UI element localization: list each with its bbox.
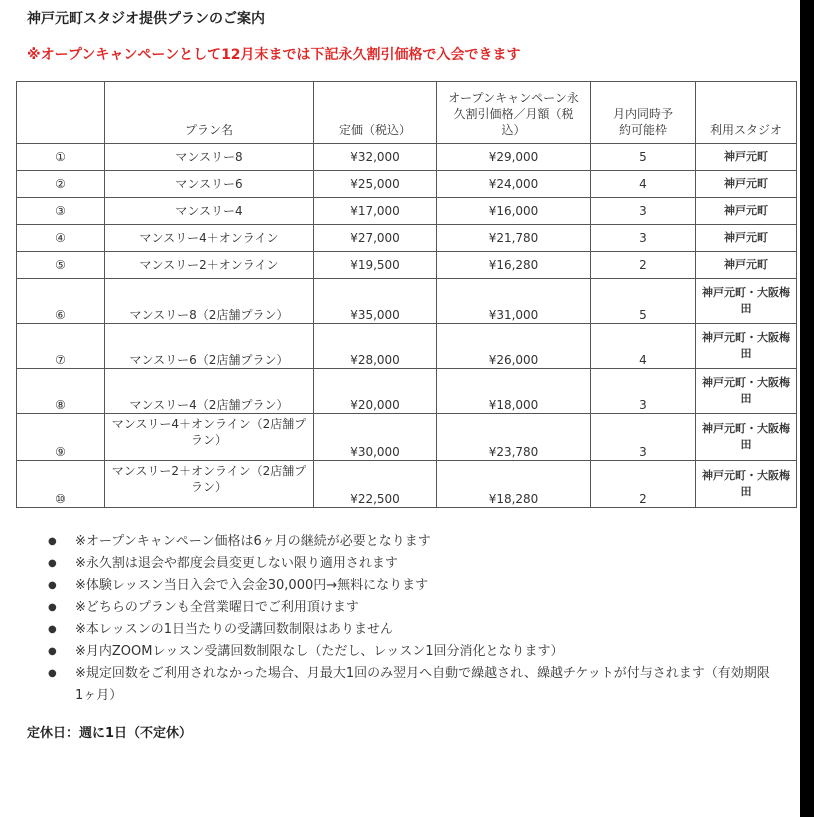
note-item	[48, 597, 778, 619]
cell-plan-name: マンスリー4＋オンライン（2店舗プラン）	[105, 414, 314, 461]
bullet-icon: ●	[48, 646, 57, 657]
cell-price: ¥19,500	[314, 252, 437, 279]
cell-studio: 神戸元町	[696, 171, 797, 198]
header-plan-name: プラン名	[105, 82, 314, 144]
cell-studio: 神戸元町	[696, 225, 797, 252]
note-item	[48, 553, 778, 575]
cell-slots: 3	[591, 414, 696, 461]
note-item	[48, 619, 778, 641]
bullet-icon: ●	[48, 580, 57, 591]
notes-list	[48, 531, 778, 707]
cell-plan-name: マンスリー4	[105, 198, 314, 225]
cell-price: ¥35,000	[314, 279, 437, 324]
note-item	[48, 663, 778, 707]
cell-no: ④	[17, 225, 105, 252]
cell-slots: 3	[591, 369, 696, 414]
cell-plan-name: マンスリー2＋オンライン（2店舗プラン）	[105, 461, 314, 508]
bullet-icon: ●	[48, 624, 57, 635]
bullet-icon: ●	[48, 536, 57, 547]
cell-campaign-price: ¥18,000	[437, 369, 591, 414]
cell-plan-name: マンスリー2＋オンライン	[105, 252, 314, 279]
table-row	[17, 414, 797, 461]
cell-no: ①	[17, 144, 105, 171]
campaign-notice: ※オープンキャンペーンとして12月末までは下記永久割引価格で入会できます	[27, 47, 521, 63]
holiday-notice: 定休日：週に1日（不定休）	[27, 726, 193, 741]
cell-no: ⑥	[17, 279, 105, 324]
cell-studio: 神戸元町	[696, 252, 797, 279]
note-text: ※規定回数をご利用されなかった場合、月最大1回のみ翌月へ自動で繰越され、繰越チケットが付与されます（有効期限1ヶ月）	[75, 666, 770, 703]
cell-studio: 神戸元町・大阪梅田	[696, 414, 797, 461]
cell-no: ⑦	[17, 324, 105, 369]
note-item	[48, 641, 778, 663]
cell-slots: 3	[591, 225, 696, 252]
table-row	[17, 461, 797, 508]
cell-campaign-price: ¥23,780	[437, 414, 591, 461]
table-row	[17, 198, 797, 225]
cell-no: ⑧	[17, 369, 105, 414]
table-row	[17, 279, 797, 324]
cell-plan-name: マンスリー4（2店舗プラン）	[105, 369, 314, 414]
cell-price: ¥32,000	[314, 144, 437, 171]
header-no	[17, 82, 105, 144]
page-title: 神戸元町スタジオ提供プランのご案内	[27, 11, 265, 27]
cell-campaign-price: ¥29,000	[437, 144, 591, 171]
cell-studio: 神戸元町	[696, 144, 797, 171]
cell-campaign-price: ¥24,000	[437, 171, 591, 198]
cell-studio: 神戸元町	[696, 198, 797, 225]
table-header-row	[17, 82, 797, 144]
cell-no: ②	[17, 171, 105, 198]
cell-no: ⑩	[17, 461, 105, 508]
note-text: ※月内ZOOMレッスン受講回数制限なし（ただし、レッスン1回分消化となります）	[75, 644, 564, 659]
note-item	[48, 575, 778, 597]
cell-slots: 2	[591, 461, 696, 508]
table-row	[17, 144, 797, 171]
cell-plan-name: マンスリー8（2店舗プラン）	[105, 279, 314, 324]
header-campaign-price: オープンキャンペーン永久割引価格／月額（税込）	[437, 82, 591, 144]
cell-slots: 3	[591, 198, 696, 225]
cell-price: ¥30,000	[314, 414, 437, 461]
cell-slots: 5	[591, 144, 696, 171]
cell-price: ¥20,000	[314, 369, 437, 414]
cell-price: ¥22,500	[314, 461, 437, 508]
cell-slots: 4	[591, 324, 696, 369]
note-text: ※永久割は退会や都度会員変更しない限り適用されます	[75, 556, 398, 571]
cell-plan-name: マンスリー8	[105, 144, 314, 171]
cell-plan-name: マンスリー6（2店舗プラン）	[105, 324, 314, 369]
cell-plan-name: マンスリー4＋オンライン	[105, 225, 314, 252]
cell-slots: 5	[591, 279, 696, 324]
cell-no: ③	[17, 198, 105, 225]
cell-price: ¥25,000	[314, 171, 437, 198]
cell-price: ¥17,000	[314, 198, 437, 225]
note-item	[48, 531, 778, 553]
table-row	[17, 171, 797, 198]
cell-studio: 神戸元町・大阪梅田	[696, 279, 797, 324]
cell-price: ¥27,000	[314, 225, 437, 252]
cell-studio: 神戸元町・大阪梅田	[696, 369, 797, 414]
cell-studio: 神戸元町・大阪梅田	[696, 324, 797, 369]
cell-no: ⑨	[17, 414, 105, 461]
note-text: ※オープンキャンペーン価格は6ヶ月の継続が必要となります	[75, 534, 431, 549]
cell-campaign-price: ¥26,000	[437, 324, 591, 369]
cell-slots: 2	[591, 252, 696, 279]
note-text: ※本レッスンの1日当たりの受講回数制限はありません	[75, 622, 394, 637]
bullet-icon: ●	[48, 668, 57, 679]
cell-campaign-price: ¥16,000	[437, 198, 591, 225]
header-price: 定価（税込）	[314, 82, 437, 144]
cell-campaign-price: ¥18,280	[437, 461, 591, 508]
cell-slots: 4	[591, 171, 696, 198]
bullet-icon: ●	[48, 602, 57, 613]
cell-campaign-price: ¥21,780	[437, 225, 591, 252]
bullet-icon: ●	[48, 558, 57, 569]
cell-price: ¥28,000	[314, 324, 437, 369]
table-row	[17, 225, 797, 252]
header-slots: 月内同時予約可能枠	[591, 82, 696, 144]
table-row	[17, 369, 797, 414]
table-row	[17, 252, 797, 279]
cell-campaign-price: ¥16,280	[437, 252, 591, 279]
cell-studio: 神戸元町・大阪梅田	[696, 461, 797, 508]
cell-no: ⑤	[17, 252, 105, 279]
header-studio: 利用スタジオ	[696, 82, 797, 144]
note-text: ※体験レッスン当日入会で入会金30,000円→無料になります	[75, 578, 429, 593]
plan-table-body	[17, 144, 797, 508]
cell-campaign-price: ¥31,000	[437, 279, 591, 324]
note-text: ※どちらのプランも全営業曜日でご利用頂けます	[75, 600, 359, 615]
plan-table	[16, 81, 797, 508]
cell-plan-name: マンスリー6	[105, 171, 314, 198]
table-row	[17, 324, 797, 369]
